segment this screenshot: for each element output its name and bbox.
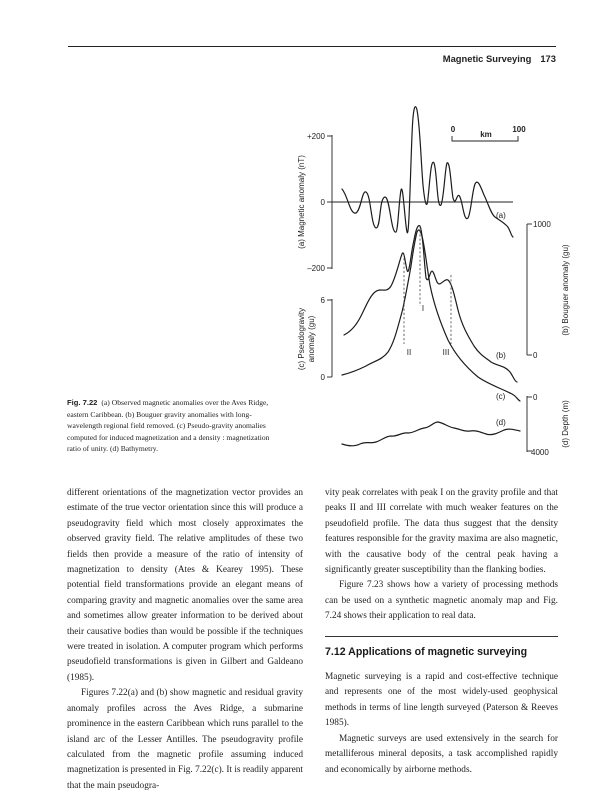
right-paragraph-1: vity peak correlates with peak I on the gravity profile and that peaks II and III correlate with much weaker features on the pseudofield profile. The data thus suggest that the density features responsible for the gravity maxima are also magnetic, with the causative body of the central peak having a significantly greater susceptibility than the flanking bodies. bbox=[325, 488, 558, 576]
magnetic-tick-label-plus200: +200 bbox=[306, 132, 325, 141]
magnetic-tick-label-0: 0 bbox=[320, 198, 325, 207]
left-paragraph-1: different orientations of the magnetization vector provides an estimate of the true vector orientation since this will produce a pseudogravity field which most closely approximates the observed gravity field. The relative amplitudes of these two fields then provide a measure of the ratio of intensity of magnetization to density (Ates & Kearey 1995). These potential field transformations provide an elegant means of comparing gravity and magnetic anomalies over the same area and sometimes allow greater information to be derived about their causative bodies than would be possible if the techniques were treated in isolation. A computer program which performs pseudofield transformations is given in Gilbert and Galdeano (1985). bbox=[67, 488, 303, 683]
scale-unit-label: km bbox=[480, 130, 492, 139]
section-paragraph-1: Magnetic surveying is a rapid and cost-effective technique and represents one of the most widely-used geophysical methods in terms of line length surveyed (Paterson & Reeves 1985). bbox=[325, 672, 558, 729]
peak-label-iii: III bbox=[442, 348, 450, 357]
page-number: 173 bbox=[540, 53, 556, 64]
caption-text: (a) Observed magnetic anomalies over the Aves Ridge, eastern Caribbean. (b) Bouguer gravity anomalies with long-wavelength regional field removed. (c) Pseudo-gravity anomalies computed for induced magnetization and a density : magnetization ratio of unity. (d) Bathymetry. bbox=[67, 398, 270, 454]
curve-label-b: (b) bbox=[496, 351, 506, 360]
bouguer-axis-label: (b) Bouguer anomaly (gu) bbox=[561, 244, 570, 336]
bouguer-anomaly-curve bbox=[344, 226, 517, 382]
curve-label-a: (a) bbox=[496, 211, 506, 220]
curve-label-c: (c) bbox=[496, 392, 506, 401]
depth-tick-label-4000: 4000 bbox=[531, 448, 549, 457]
bouguer-tick-label-1000: 1000 bbox=[533, 220, 551, 229]
magnetic-axis-label: (a) Magnetic anomaly (nT) bbox=[297, 155, 306, 249]
magnetic-anomaly-curve bbox=[342, 107, 513, 237]
running-head-title: Magnetic Surveying bbox=[442, 53, 532, 64]
curve-label-d: (d) bbox=[496, 418, 506, 427]
bathymetry-curve bbox=[342, 422, 520, 446]
figure-caption bbox=[67, 397, 281, 455]
depth-tick-label-0: 0 bbox=[533, 393, 538, 402]
bouguer-tick-label-0: 0 bbox=[533, 351, 538, 360]
scale-max-label: 100 bbox=[512, 125, 526, 134]
pseudogravity-curve bbox=[342, 230, 520, 401]
peak-label-i: I bbox=[421, 304, 425, 313]
caption-label: Fig. 7.22 bbox=[67, 398, 98, 407]
scale-zero-label: 0 bbox=[450, 125, 456, 134]
left-paragraph-2: Figures 7.22(a) and (b) show magnetic and residual gravity anomaly profiles across the Aves Ridge, a submarine prominence in the eastern Caribbean which runs parallel to the island arc of the Lesser Antilles. The pseudogravity profile calculated from the magnetic profile assuming induced magnetization is presented in Fig. 7.22(c). It is readily apparent that the main pseudogra- bbox=[67, 688, 303, 791]
pseudogravity-tick-label-6: 6 bbox=[320, 296, 325, 305]
right-paragraph-2: Figure 7.23 shows how a variety of processing methods can be used on a synthetic magnetic anomaly map and Fig. 7.24 shows their application to real data. bbox=[325, 580, 558, 622]
peak-label-ii: II bbox=[406, 348, 412, 357]
pseudogravity-axis-label-line2: anomaly (gu) bbox=[307, 315, 316, 363]
section-spacer bbox=[325, 625, 558, 636]
right-column bbox=[325, 486, 558, 778]
magnetic-tick-label-minus200: –200 bbox=[307, 264, 325, 273]
left-column bbox=[67, 486, 303, 794]
depth-axis-label: (d) Depth (m) bbox=[561, 400, 570, 448]
pseudogravity-tick-label-0: 0 bbox=[320, 373, 325, 382]
section-paragraph-2: Magnetic surveys are used extensively in the search for metalliferous mineral deposits, a task accomplished rapidly and economically by airborne methods. bbox=[325, 733, 558, 775]
section-heading: 7.12 Applications of magnetic surveying bbox=[325, 636, 558, 670]
pseudogravity-axis-label-line1: (c) Pseudogravity bbox=[297, 307, 306, 371]
